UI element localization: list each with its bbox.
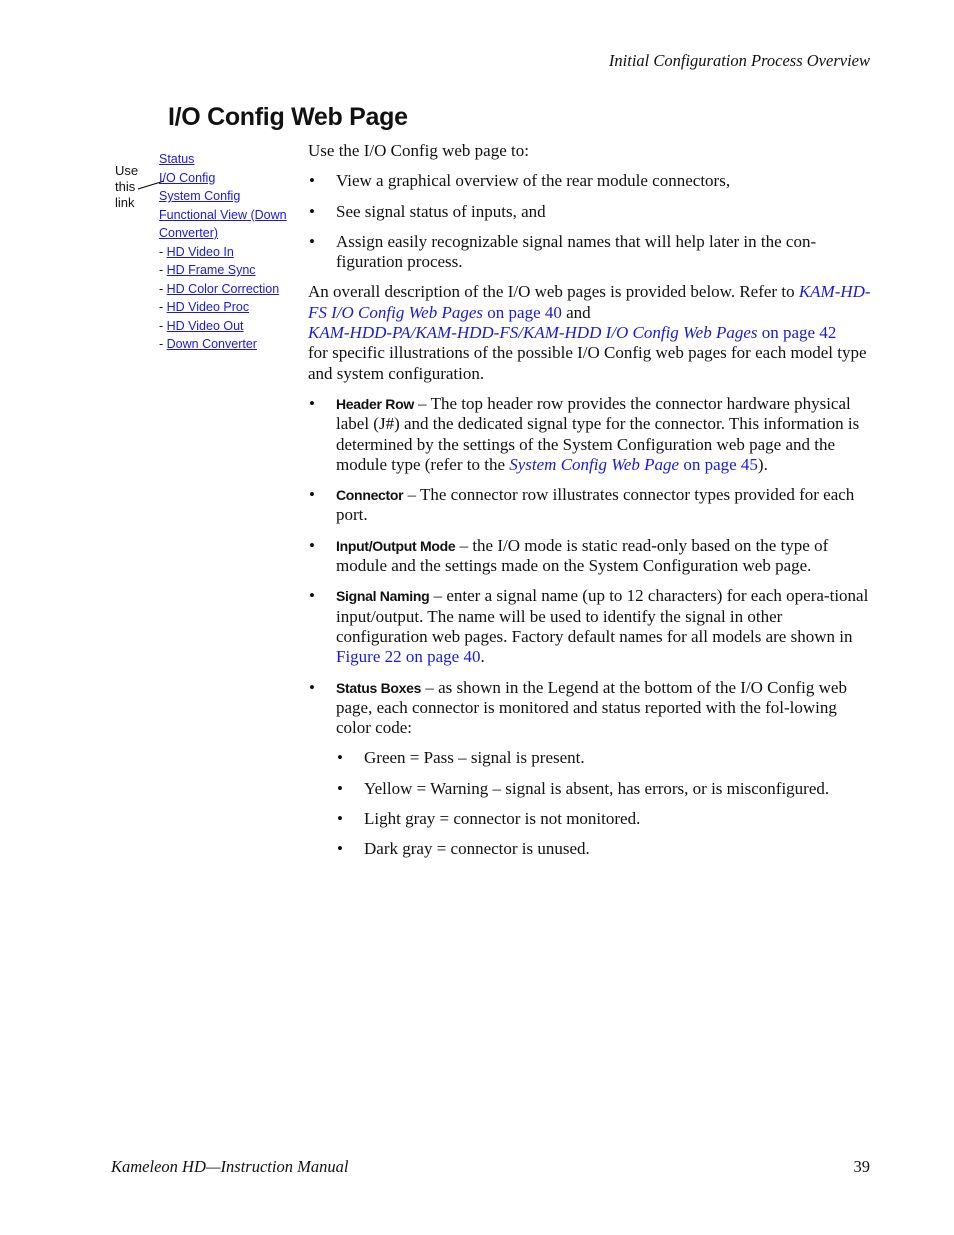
nav-link-functional-view-cont[interactable]: Converter) bbox=[159, 226, 219, 240]
nav-dash: - bbox=[159, 318, 167, 333]
item-text: – The top header row provides the connector hardware physical label (J#) and the dedicated signal type for the connector. This information is determined by the settings of the System Configuration web page and the module type (refer to the bbox=[336, 393, 860, 474]
intro-bullet: • View a graphical overview of the rear module connectors, bbox=[308, 171, 872, 191]
nav-item-hd-video-proc bbox=[159, 298, 309, 317]
xref-figure-22[interactable]: Figure 22 on page 40 bbox=[336, 647, 481, 667]
item-text: . bbox=[480, 647, 485, 667]
term-signal-naming: Signal Naming bbox=[336, 588, 430, 605]
item-text: ). bbox=[757, 454, 768, 474]
nav-link-system-config[interactable]: System Config bbox=[159, 189, 241, 203]
item-io-mode bbox=[308, 536, 872, 577]
overview-paragraph bbox=[308, 282, 872, 383]
nav-dash: - bbox=[159, 337, 167, 351]
item-text: – enter a signal name (up to 12 characters) for each opera-tional input/output. The name will be used to identify the signal in other configuration web pages. Factory default names for all models are shown in bbox=[336, 586, 869, 646]
nav-link-down-converter[interactable]: Down Converter bbox=[166, 337, 257, 351]
overview-text: for specific illustrations of the possible I/O Config web pages for each model type and system configuration. bbox=[308, 343, 867, 383]
item-connector bbox=[308, 485, 872, 526]
nav-link-hd-color-correction[interactable]: HD Color Correction bbox=[166, 281, 280, 296]
web-page-nav bbox=[159, 150, 309, 354]
nav-item-system-config bbox=[159, 187, 309, 206]
intro-bullet: • Assign easily recognizable signal names that will help later in the con-figuration process. bbox=[308, 232, 872, 273]
overview-text: An overall description of the I/O web pages is provided below. Refer to bbox=[308, 282, 799, 302]
term-header-row: Header Row bbox=[336, 395, 414, 412]
term-status-boxes: Status Boxes bbox=[336, 679, 422, 696]
callout-line-1: Use bbox=[115, 163, 139, 178]
xref-kam-hdd-title[interactable]: KAM-HDD-PA/KAM-HDD-FS/KAM-HDD I/O Config Web Pages bbox=[308, 323, 758, 343]
footer-page-number: 39 bbox=[853, 1157, 870, 1176]
item-header-row bbox=[308, 394, 872, 475]
xref-system-config-title[interactable]: System Config Web Page bbox=[509, 454, 680, 474]
nav-dash: - bbox=[159, 281, 167, 296]
nav-item-down-converter bbox=[159, 335, 309, 354]
xref-kam-hd-fs-title[interactable]: KAM-HD-FS I/O Config Web Pages bbox=[308, 282, 871, 322]
nav-link-hd-frame-sync[interactable]: HD Frame Sync bbox=[166, 263, 256, 277]
nav-item-status bbox=[159, 150, 309, 169]
item-signal-naming bbox=[308, 586, 872, 667]
nav-link-hd-video-proc[interactable]: HD Video Proc bbox=[166, 300, 250, 314]
xref-kam-hd-fs-page[interactable]: on page 40 bbox=[483, 302, 562, 322]
color-code-yellow: • Yellow = Warning – signal is absent, has errors, or is misconfigured. bbox=[308, 779, 872, 799]
term-connector: Connector bbox=[336, 487, 404, 504]
nav-item-functional-view bbox=[159, 206, 309, 225]
color-code-light-gray: • Light gray = connector is not monitored. bbox=[308, 809, 872, 829]
color-code-dark-gray: • Dark gray = connector is unused. bbox=[308, 839, 872, 859]
intro-bullet: • See signal status of inputs, and bbox=[308, 202, 872, 222]
running-header: Initial Configuration Process Overview bbox=[608, 51, 870, 70]
callout-line-2: this bbox=[115, 179, 136, 194]
term-io-mode: Input/Output Mode bbox=[336, 537, 456, 554]
item-text: – The connector row illustrates connector types provided for each port. bbox=[336, 485, 855, 525]
nav-dash: - bbox=[159, 244, 167, 259]
callout-line-3: link bbox=[115, 195, 135, 210]
nav-item-hd-color-correction bbox=[159, 280, 309, 299]
item-text: – the I/O mode is static read-only based on the type of module and the settings made on the System Configuration web page. bbox=[336, 535, 829, 576]
nav-link-hd-video-out[interactable]: HD Video Out bbox=[166, 318, 244, 333]
nav-link-hd-video-in[interactable]: HD Video In bbox=[166, 244, 234, 259]
nav-item-functional-view-cont bbox=[159, 224, 309, 243]
overview-text: and bbox=[561, 302, 591, 322]
xref-system-config-page[interactable]: on page 45 bbox=[679, 454, 758, 474]
nav-link-status[interactable]: Status bbox=[159, 152, 195, 166]
nav-item-hd-video-out bbox=[159, 317, 309, 336]
nav-dash: - bbox=[159, 300, 167, 314]
page-title: I/O Config Web Page bbox=[168, 103, 408, 131]
item-status-boxes bbox=[308, 678, 872, 739]
footer-manual-title: Kameleon HD—Instruction Manual bbox=[111, 1157, 349, 1176]
nav-item-hd-video-in bbox=[159, 243, 309, 262]
nav-link-io-config[interactable]: I/O Config bbox=[159, 170, 216, 185]
nav-link-functional-view[interactable]: Functional View (Down bbox=[159, 207, 287, 222]
xref-kam-hdd-page[interactable]: on page 42 bbox=[757, 323, 837, 343]
intro-paragraph: Use the I/O Config web page to: bbox=[308, 141, 529, 160]
nav-item-hd-frame-sync bbox=[159, 261, 309, 280]
nav-item-io-config bbox=[159, 169, 309, 188]
item-text: – as shown in the Legend at the bottom of the I/O Config web page, each connector is monitored and status reported with the fol-lowing color code: bbox=[336, 677, 847, 738]
color-code-green: • Green = Pass – signal is present. bbox=[308, 748, 872, 768]
body-text bbox=[308, 141, 872, 870]
nav-dash: - bbox=[159, 263, 167, 277]
callout-label bbox=[115, 163, 138, 211]
